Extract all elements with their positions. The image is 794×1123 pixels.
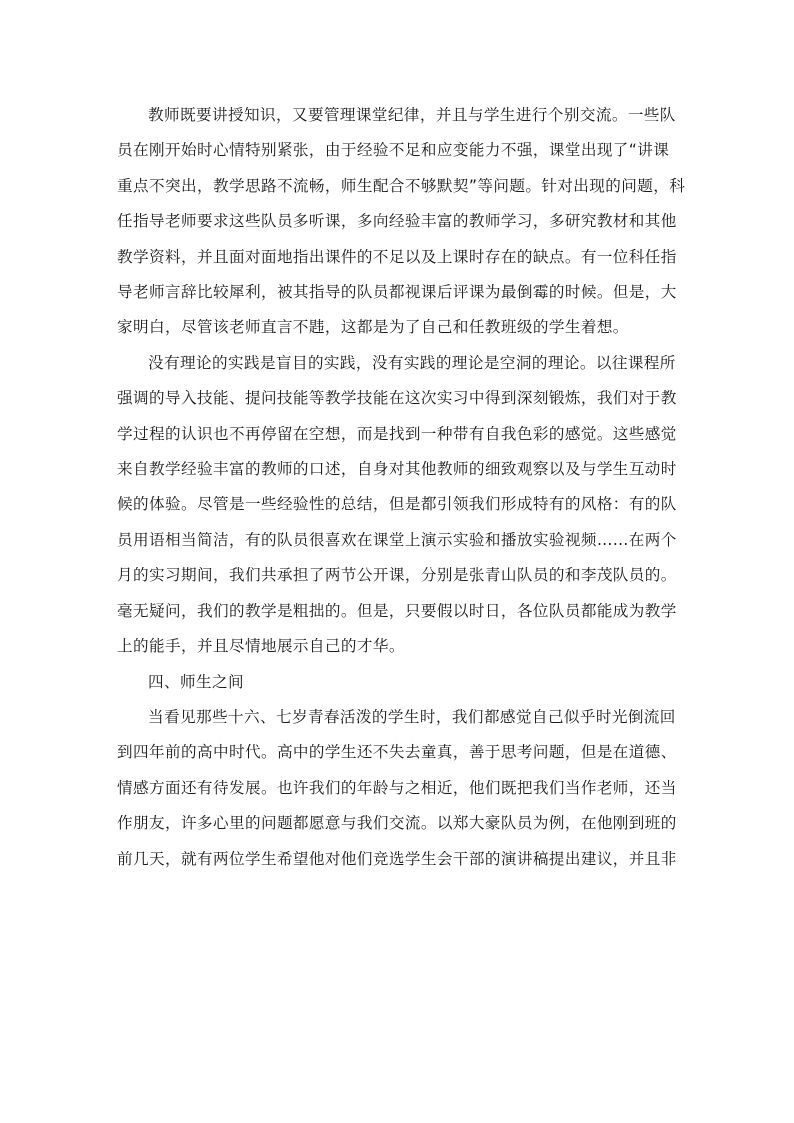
text-line: 任指导老师要求这些队员多听课，多向经验丰富的教师学习，多研究教材和其他 — [117, 212, 677, 231]
section-heading-text: 四、师生之间 — [148, 672, 244, 691]
text-line: 教学资料，并且面对面地指出课件的不足以及上课时存在的缺点。有一位科任指 — [117, 247, 677, 266]
text-line: 学过程的认识也不再停留在空想，而是找到一种带有自我色彩的感觉。这些感觉 — [117, 424, 677, 443]
text-line: 候的体验。尽管是一些经验性的总结，但是都引领我们形成特有的风格：有的队 — [117, 495, 677, 514]
text-line: 员在刚开始时心情特别紧张，由于经验不足和应变能力不强，课堂出现了“讲课 — [117, 141, 670, 160]
section-heading — [117, 665, 680, 700]
text-line: 强调的导入技能、提问技能等教学技能在这次实习中得到深刻锻炼，我们对于教 — [117, 389, 677, 408]
text-line: 上的能手，并且尽情地展示自己的才华。 — [117, 637, 405, 656]
text-line: 重点不突出，教学思路不流畅，师生配合不够默契”等问题。针对出现的问题，科 — [117, 176, 686, 195]
paragraph-teacher-student — [117, 700, 680, 877]
text-line: 员用语相当简洁，有的队员很喜欢在课堂上演示实验和播放实验视频……在两个 — [117, 530, 677, 549]
text-line: 导老师言辞比较犀利，被其指导的队员都视课后评课为最倒霉的时候。但是，大 — [117, 283, 677, 302]
document-body — [117, 98, 686, 877]
text-line: 没有理论的实践是盲目的实践，没有实践的理论是空洞的理论。以往课程所 — [148, 353, 676, 372]
text-line: 情感方面还有待发展。也许我们的年龄与之相近，他们既把我们当作老师，还当 — [117, 778, 677, 797]
text-line: 家明白，尽管该老师直言不韪，这都是为了自己和任教班级的学生着想。 — [117, 318, 629, 337]
text-line: 教师既要讲授知识，又要管理课堂纪律，并且与学生进行个别交流。一些队 — [148, 106, 676, 124]
text-line: 来自教学经验丰富的教师的口述，自身对其他教师的细致观察以及与学生互动时 — [117, 460, 677, 479]
paragraph-classroom-teaching — [117, 98, 686, 346]
text-line: 前几天，就有两位学生希望他对他们竞选学生会干部的演讲稿提出建议，并且非 — [117, 849, 677, 868]
text-line: 月的实习期间，我们共承担了两节公开课，分别是张青山队员的和李茂队员的。 — [117, 566, 677, 585]
text-line: 作朋友，许多心里的问题都愿意与我们交流。以郑大豪队员为例，在他刚到班的 — [117, 814, 677, 833]
text-line: 毫无疑问，我们的教学是粗拙的。但是，只要假以时日，各位队员都能成为教学 — [117, 601, 677, 620]
text-line: 当看见那些十六、七岁青春活泼的学生时，我们都感觉自己似乎时光倒流回 — [148, 707, 676, 726]
paragraph-theory-practice — [117, 346, 680, 665]
text-line: 到四年前的高中时代。高中的学生还不失去童真，善于思考问题，但是在道德、 — [117, 743, 677, 762]
